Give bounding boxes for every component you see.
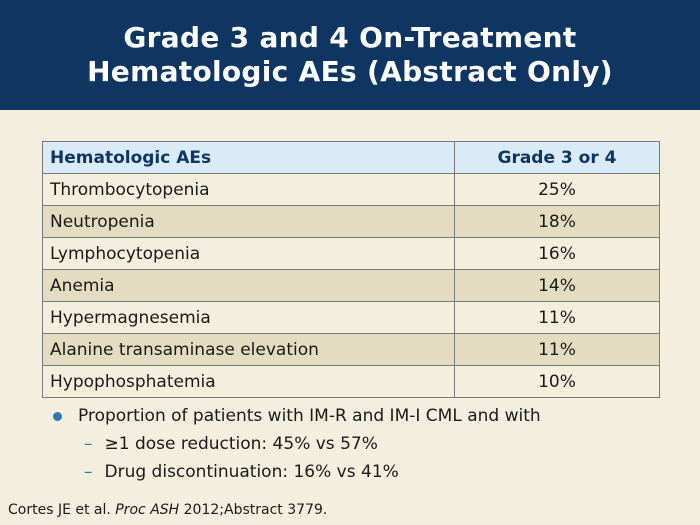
ae-grade-cell: 16% xyxy=(455,238,660,270)
slide-title xyxy=(87,21,613,89)
bullet-text: Proportion of patients with IM-R and IM-I CML and with xyxy=(78,406,541,426)
ae-grade-cell: 14% xyxy=(455,270,660,302)
ae-name-cell: Hypermagnesemia xyxy=(43,302,455,334)
sub-bullet-item xyxy=(50,458,541,486)
column-header-ae: Hematologic AEs xyxy=(43,142,455,174)
bullet-item xyxy=(50,402,541,430)
table-row xyxy=(43,206,660,238)
table-row xyxy=(43,270,660,302)
ae-grade-cell: 10% xyxy=(455,366,660,398)
ae-grade-cell: 18% xyxy=(455,206,660,238)
sub-bullet-text: ≥1 dose reduction: 45% vs 57% xyxy=(104,434,378,454)
citation xyxy=(8,502,327,518)
ae-name-cell: Hypophosphatemia xyxy=(43,366,455,398)
ae-name-cell: Anemia xyxy=(43,270,455,302)
citation-details: 2012;Abstract 3779. xyxy=(179,502,328,518)
slide-title-line-1: Grade 3 and 4 On-Treatment xyxy=(123,21,577,54)
ae-name-cell: Lymphocytopenia xyxy=(43,238,455,270)
bullet-dot-icon xyxy=(53,412,62,421)
table-row xyxy=(43,238,660,270)
table-row xyxy=(43,334,660,366)
table-header-row xyxy=(43,142,660,174)
ae-name-cell: Alanine transaminase elevation xyxy=(43,334,455,366)
ae-grade-cell: 25% xyxy=(455,174,660,206)
ae-grade-cell: 11% xyxy=(455,302,660,334)
table-row xyxy=(43,174,660,206)
ae-grade-cell: 11% xyxy=(455,334,660,366)
sub-bullet-item xyxy=(50,430,541,458)
bullet-list xyxy=(50,402,541,486)
slide-title-line-2: Hematologic AEs (Abstract Only) xyxy=(87,55,613,88)
citation-journal: Proc ASH xyxy=(115,502,180,518)
citation-authors: Cortes JE et al. xyxy=(8,502,116,518)
dash-icon: – xyxy=(84,462,93,482)
table-row xyxy=(43,366,660,398)
ae-name-cell: Thrombocytopenia xyxy=(43,174,455,206)
ae-name-cell: Neutropenia xyxy=(43,206,455,238)
title-banner xyxy=(0,0,700,110)
dash-icon: – xyxy=(84,434,93,454)
column-header-grade: Grade 3 or 4 xyxy=(455,142,660,174)
sub-bullet-text: Drug discontinuation: 16% vs 41% xyxy=(104,462,399,482)
hematologic-ae-table xyxy=(42,141,660,398)
table-row xyxy=(43,302,660,334)
